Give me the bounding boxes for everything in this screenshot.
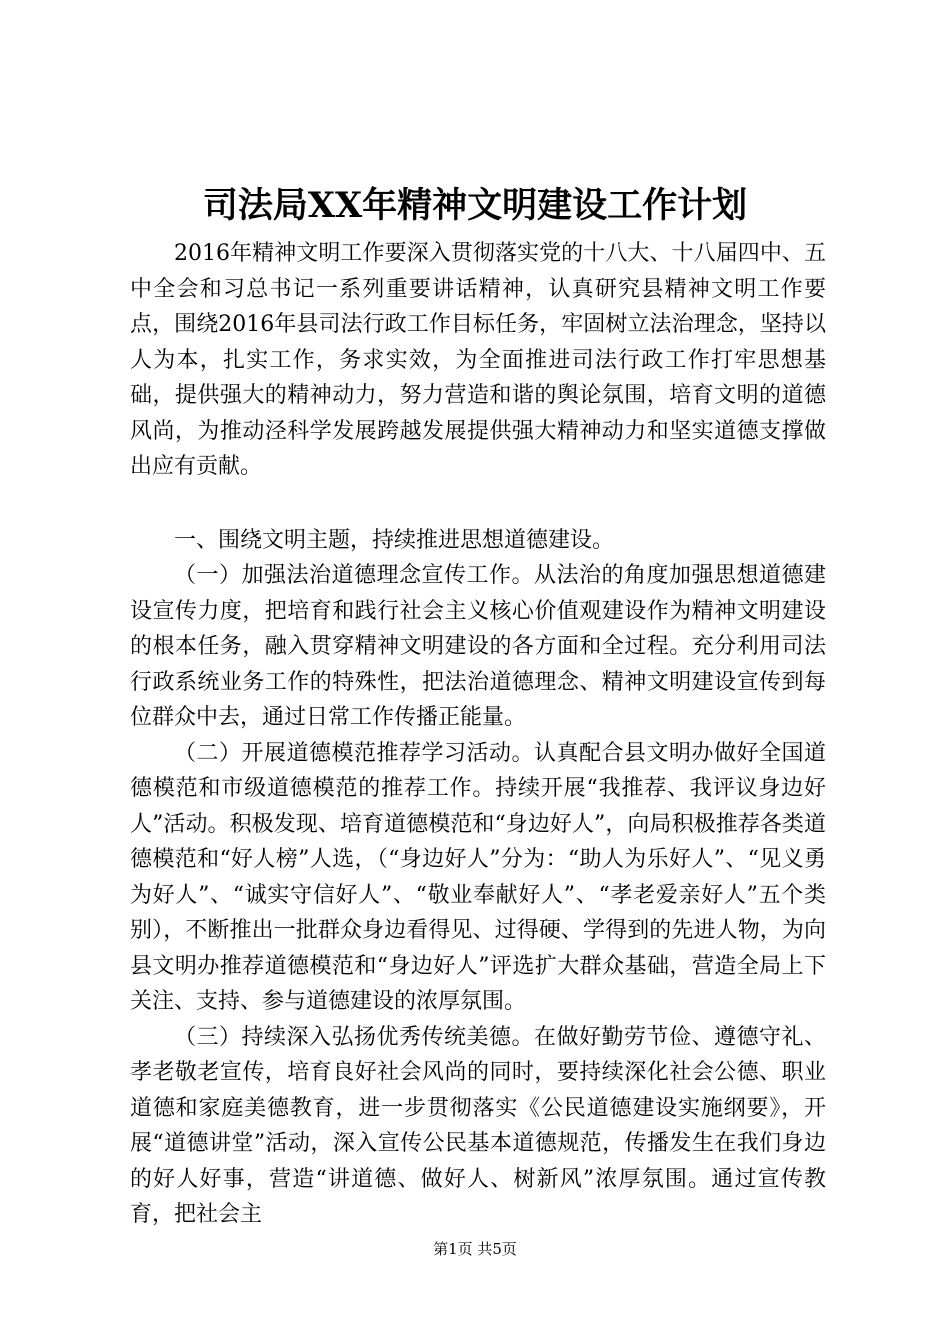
- document-body: [130, 236, 826, 1233]
- intro-paragraph: 2016年精神文明工作要深入贯彻落实党的十八大、十八届四中、五中全会和习总书记一系列重要讲话精神，认真研究县精神文明工作要点，围绕2016年县司法行政工作目标任务，牢固树立法治理念，坚持以人为本，扎实工作，务求实效，为全面推进司法行政工作打牢思想基础，提供强大的精神动力，努力营造和谐的舆论氛围，培育文明的道德风尚，为推动泾科学发展跨越发展提供强大精神动力和坚实道德支撑做出应有贡献。: [130, 241, 826, 479]
- page-footer: 第1页 共5页: [433, 1240, 517, 1258]
- subsection-paragraph-2: （二）开展道德模范推荐学习活动。认真配合县文明办做好全国道德模范和市级道德模范的推荐工作。持续开展“我推荐、我评议身边好人”活动。积极发现、培育道德模范和“身边好人”，向局积极推荐各类道德模范和“好人榜”人选，（“身边好人”分为：“助人为乐好人”、“见义勇为好人”、“诚实守信好人”、“敬业奉献好人”、“孝老爱亲好人”五个类别），不断推出一批群众身边看得见、过得硬、学得到的先进人物，为向县文明办推荐道德模范和“身边好人”评选扩大群众基础，营造全局上下关注、支持、参与道德建设的浓厚氛围。: [130, 740, 826, 1014]
- document-title: 司法局XX年精神文明建设工作计划: [202, 185, 748, 226]
- subsection-paragraph-1: （一）加强法治道德理念宣传工作。从法治的角度加强思想道德建设宣传力度，把培育和践行社会主义核心价值观建设作为精神文明建设的根本任务，融入贯穿精神文明建设的各方面和全过程。充分利用司法行政系统业务工作的特殊性，把法治道德理念、精神文明建设宣传到每位群众中去，通过日常工作传播正能量。: [130, 563, 826, 730]
- section-heading-1: 一、围绕文明主题，持续推进思想道德建设。: [174, 527, 615, 553]
- subsection-paragraph-3: （三）持续深入弘扬优秀传统美德。在做好勤劳节俭、遵德守礼、孝老敬老宣传，培育良好社会风尚的同时，要持续深化社会公德、职业道德和家庭美德教育，进一步贯彻落实《公民道德建设实施纲要》，开展“道德讲堂”活动，深入宣传公民基本道德规范，传播发生在我们身边的好人好事，营造“讲道德、做好人、树新风”浓厚氛围。通过宣传教育，把社会主: [130, 1024, 826, 1227]
